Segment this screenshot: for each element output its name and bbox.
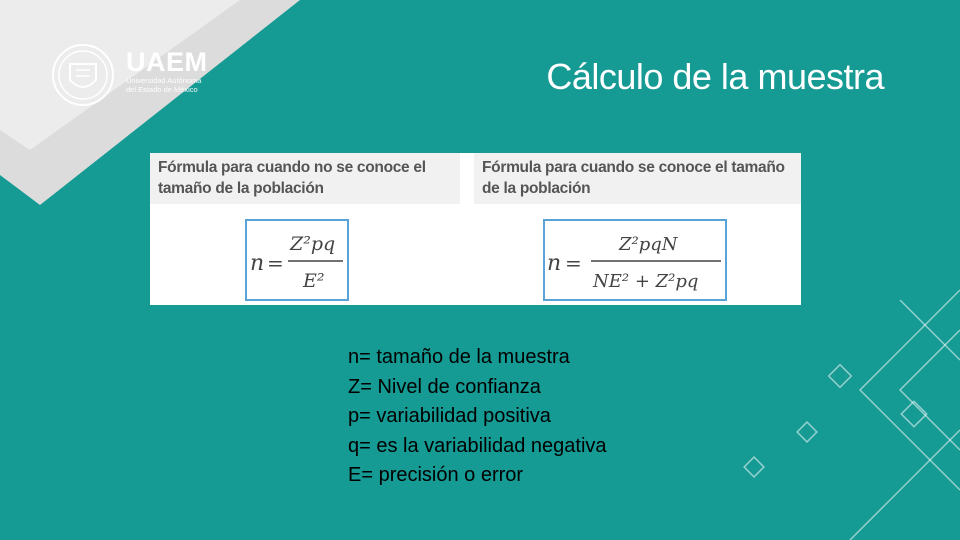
definition-item: p= variabilidad positiva (348, 405, 551, 427)
formula-box (245, 219, 349, 301)
formula-heading-line2: de la población (482, 180, 591, 197)
formula-numerator: Z²pq (290, 233, 336, 255)
logo-subtitle-line1: Universidad Autónoma (126, 76, 202, 85)
shield-icon (50, 42, 116, 108)
formula-lhs: n (250, 251, 265, 276)
formula-heading-line1: Fórmula para cuando se conoce el tamaño (482, 159, 785, 176)
svg-text:=: = (267, 251, 284, 275)
formula-heading (474, 153, 801, 204)
formula-heading-line1: Fórmula para cuando no se conoce el (158, 159, 426, 176)
definition-item: q= es la variabilidad negativa (348, 434, 607, 457)
diamond-lines (744, 290, 960, 540)
definition-item: Z= Nivel de confianza (348, 375, 541, 398)
formula-lhs: n (547, 251, 562, 276)
formula-equation (247, 221, 347, 299)
formula-panel (150, 153, 801, 305)
formula-heading (150, 153, 460, 204)
logo-subtitle-line2: del Estado de México (126, 85, 198, 94)
formula-equation (545, 221, 725, 299)
formula-numerator: Z²pqN (619, 234, 678, 255)
formula-box (543, 219, 727, 301)
definition-item: n= tamaño de la muestra (348, 346, 570, 368)
formula-known-population (474, 153, 801, 305)
formula-heading-line2: tamaño de la población (158, 180, 324, 197)
logo-name: UAEM (126, 47, 208, 77)
definitions-list (348, 343, 607, 491)
formula-denominator: E² (303, 270, 325, 292)
formula-unknown-population (150, 153, 460, 305)
uaem-logo (50, 42, 250, 108)
formula-denominator: NE² + Z²pq (593, 271, 699, 292)
slide-title: Cálculo de la muestra (546, 56, 884, 97)
svg-text:=: = (565, 251, 582, 275)
logo-text-block (126, 48, 208, 94)
definition-item: E= precisión o error (348, 464, 524, 486)
